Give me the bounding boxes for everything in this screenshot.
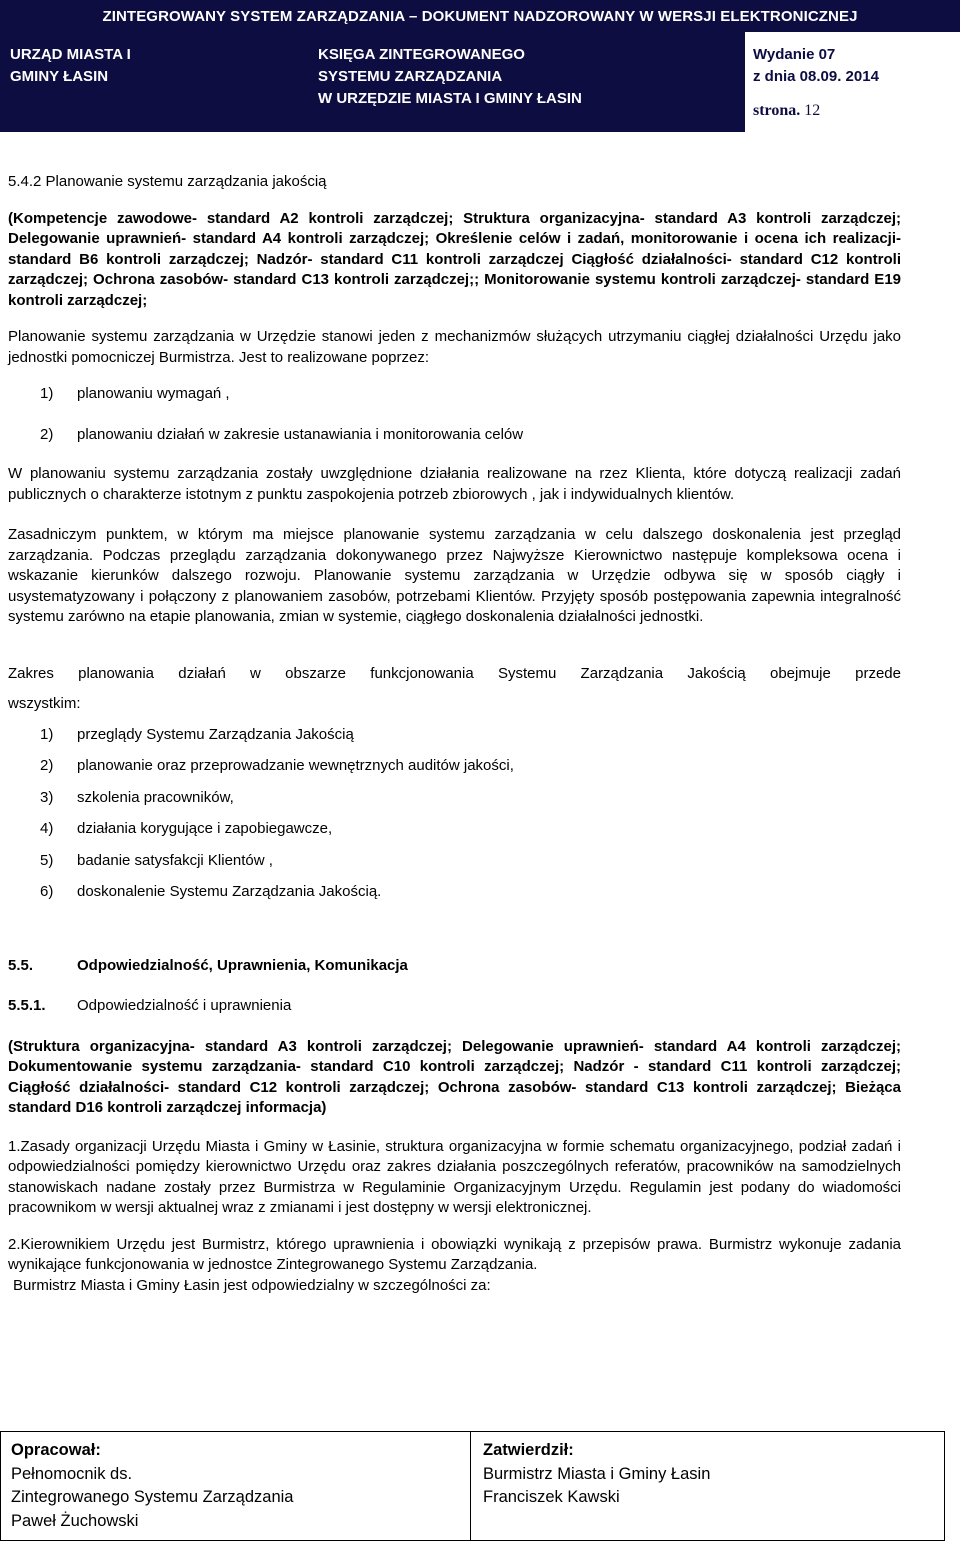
prepared-by: Opracował: Pełnomocnik ds. Zintegrowanego Systemu Zarządzania Paweł Żuchowski [1,1432,471,1540]
header-organization: URZĄD MIASTA I GMINY ŁASIN [10,46,131,85]
header-edition-box [745,32,960,132]
section-heading-5-4-2: 5.4.2 Planowanie systemu zarządzania jakością [8,173,327,190]
paragraph: W planowaniu systemu zarządzania zostały uwzględnione działania realizowane na rzez Klienta, które dotyczą realizacji zadań publicznych o charakterze istotnym z punktu zaspokojenia potrzeb zbiorowych , jak i indywidualnych klientów. [8,465,901,503]
list-item: 5) badanie satysfakcji Klientów , [40,851,273,869]
list-item: 1) przeglądy Systemu Zarządzania Jakością [40,725,354,743]
section-standards: (Kompetencje zawodowe- standard A2 kontroli zarządczej; Struktura organizacyjna- standard A3 kontroli zarządczej; Delegowanie uprawnień- standard A4 kontroli zarządczej; Określenie celów i zadań, monitorowanie i ocena ich realizacji- standard B6 kontroli zarządczej; Nadzór- standard C11 kontroli zarządczej Ciągłość działalności- standard C12 kontroli zarządczej; Ochrona zasobów- standard C13 kontroli zarządczej;; Monitorowanie systemu kontroli zarządczej- standard E19 kontroli zarządczej; [8,209,901,309]
paragraph: 2.Kierownikiem Urzędu jest Burmistrz, którego uprawnienia i obowiązki wynikają z przepisów prawa. Burmistrz wykonuje zadania wynikające funkcjonowania w jednostce Zintegrowanego Systemu Zarządzania. [8,1235,901,1273]
paragraph: wszystkim: [8,695,81,712]
header-book-title: KSIĘGA ZINTEGROWANEGO SYSTEMU ZARZĄDZANIA W URZĘDZIE MIASTA I GMINY ŁASIN [318,46,582,107]
edition-label: Wydanie 07 [753,46,836,63]
section-heading-5-5: 5.5. Odpowiedzialność, Uprawnienia, Komunikacja [8,956,408,974]
paragraph: Planowanie systemu zarządzania w Urzędzie stanowi jeden z mechanizmów służących utrzymaniu ciągłej działalności Urzędu jako jednostki pomocniczej Burmistrza. Jest to realizowane poprzez: [8,328,901,366]
planning-list [8,384,901,445]
paragraph: Burmistrz Miasta i Gminy Łasin jest odpowiedzialny w szczególności za: [13,1276,491,1294]
paragraph: Zasadniczym punktem, w którym ma miejsce planowanie systemu zarządzania w celu dalszego doskonalenia jest przegląd zarządzania. Podczas przeglądu zarządzania dokonywanego przez Najwyższe Kierownictwo następuje kompleksowa ocena i wskazanie kierunków dalszego rozwoju. Planowanie systemu zarządzania w Urzędzie odbywa się w sposób ciągły i usystematyzowany i połączony z planowaniem zasobów, potrzebami Klientów. Przyjęty sposób postępowania zapewnia integralność systemu zarówno na etapie planowania, zmian w systemie, ciągłego doskonalenia działalności jednostki. [8,526,901,625]
list-item: 3) szkolenia pracowników, [40,788,234,806]
paragraph: 1.Zasady organizacji Urzędu Miasta i Gminy w Łasinie, struktura organizacyjna w formie schematu organizacyjnego, podział zadań i odpowiedzialności pomiędzy kierownictwo Urzędu oraz zakres działania poszczególnych referatów, pracowników na samodzielnych stanowiskach nadane zostały przez Burmistrza w Regulaminie Organizacyjnym Urzędu. Regulamin jest podany do wiadomości pracownikom w wersji aktualnej wraz z zmianami i jest dostępny w wersji elektronicznej. [8,1137,901,1216]
document-banner: ZINTEGROWANY SYSTEM ZARZĄDZANIA – DOKUMENT NADZOROWANY W WERSJI ELEKTRONICZNEJ [0,0,960,32]
page-number: strona. 12 [753,102,821,119]
list-item: 6) doskonalenie Systemu Zarządzania Jakością. [40,883,382,900]
approval-footer [0,1431,945,1541]
approved-by: Zatwierdził: Burmistrz Miasta i Gminy Łasin Franciszek Kawski [483,1441,711,1506]
document-header [0,32,960,132]
list-item: 2) planowaniu działań w zakresie ustanawiania i monitorowania celów [40,425,524,443]
section-standards: (Struktura organizacyjna- standard A3 kontroli zarządczej; Delegowanie uprawnień- standard A4 kontroli zarządczej; Dokumentowanie systemu zarządzania- standard C10 kontroli zarządczej; Nadzór - standard C11 kontroli zarządczej; Ciągłość działalności- standard C12 kontroli zarządczej; Ochrona zasobów- standard C13 kontroli zarządczej; Bieżąca standard D16 kontroli zarządczej informacja) [8,1037,901,1116]
list-item: 4) działania korygujące i zapobiegawcze, [40,820,333,837]
document-body [8,160,901,1296]
list-item: 1) planowaniu wymagań , [40,385,230,402]
list-item: 2) planowanie oraz przeprowadzanie wewnętrznych auditów jakości, [40,757,514,774]
edition-date: z dnia 08.09. 2014 [753,68,879,85]
paragraph: Zakres planowania działań w obszarze funkcjonowania Systemu Zarządzania Jakością obejmuje przede [8,664,901,682]
scope-list [8,725,901,903]
section-heading-5-5-1: 5.5.1. Odpowiedzialność i uprawnienia [8,997,292,1014]
